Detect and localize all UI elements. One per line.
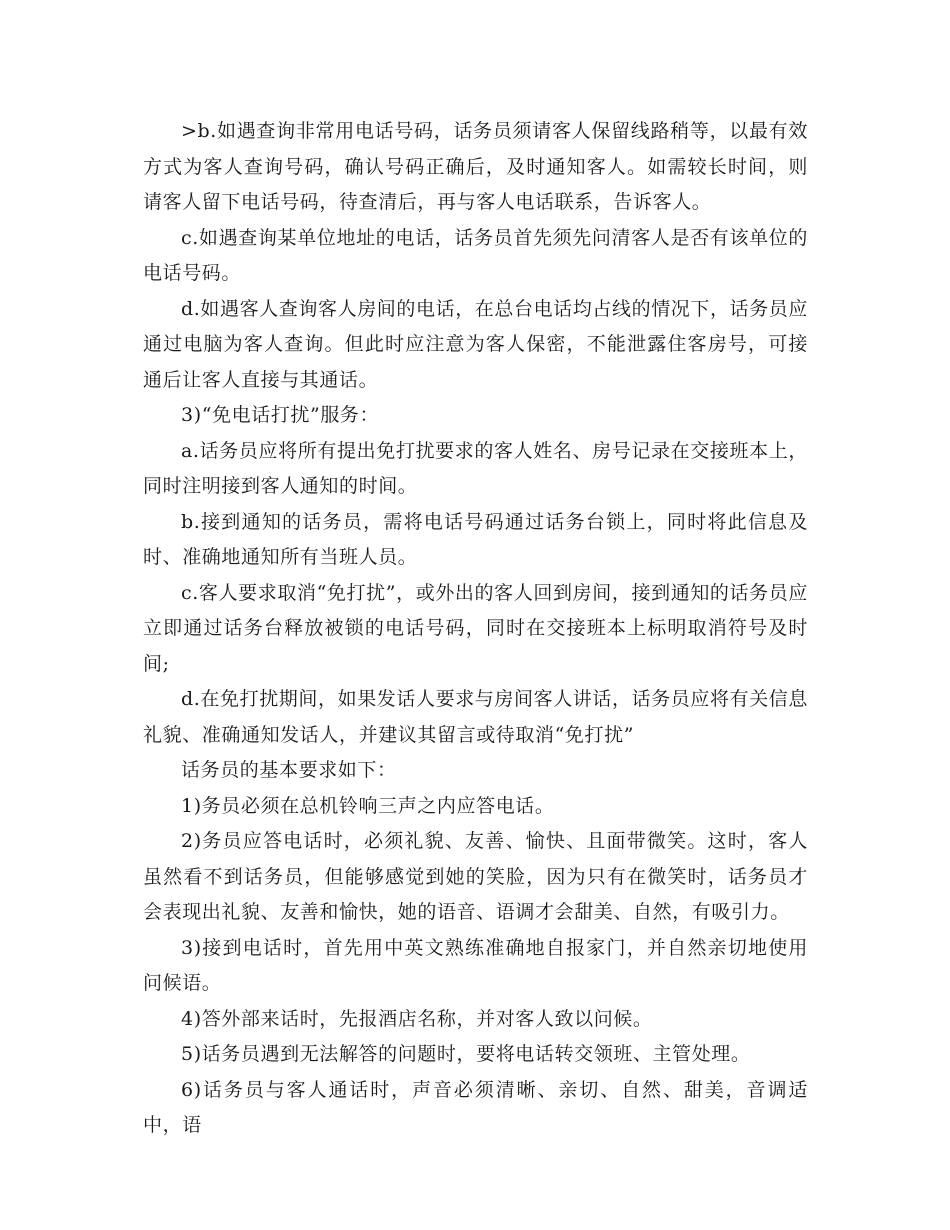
paragraph-11: 2)务员应答电话时，必须礼貌、友善、愉快、且面带微笑。这时，客人虽然看不到话务员，但能够感觉到她的笑脸，因为只有在微笑时，话务员才会表现出礼貌、友善和愉快，她的语音、语调才会甜美、自然，有吸引力。	[143, 830, 808, 923]
paragraph-14: 5)话务员遇到无法解答的问题时，要将电话转交领班、主管处理。	[181, 1043, 751, 1065]
paragraph-1: >b.如遇查询非常用电话号码，话务员须请客人保留线路稍等，以最有效方式为客人查询号码，确认号码正确后，及时通知客人。如需较长时间，则请客人留下电话号码，待查清后，再与客人电话联系，告诉客人。	[143, 120, 808, 213]
paragraph-3: d.如遇客人查询客人房间的电话，在总台电话均占线的情况下，话务员应通过电脑为客人查询。但此时应注意为客人保密，不能泄露住客房号，可接通后让客人直接与其通话。	[143, 297, 809, 391]
paragraph-6: b.接到通知的话务员，需将电话号码通过话务台锁上，同时将此信息及时、准确地通知所有当班人员。	[143, 510, 808, 568]
paragraph-9: 话务员的基本要求如下：	[181, 759, 397, 781]
paragraph-5: a.话务员应将所有提出免打扰要求的客人姓名、房号记录在交接班本上，同时注明接到客人通知的时间。	[143, 439, 808, 497]
paragraph-7: c.客人要求取消“免打扰”，或外出的客人回到房间，接到通知的话务员应立即通过话务台释放被锁的电话号码，同时在交接班本上标明取消符号及时间;	[143, 581, 808, 675]
paragraph-13: 4)答外部来话时，先报酒店名称，并对客人致以问候。	[181, 1007, 653, 1030]
paragraph-10: 1)务员必须在总机铃响三声之内应答电话。	[181, 794, 555, 817]
document-body	[143, 114, 808, 1144]
paragraph-15: 6)话务员与客人通话时，声音必须清晰、亲切、自然、甜美，音调适中，语	[143, 1078, 808, 1136]
paragraph-8: d.在免打扰期间，如果发话人要求与房间客人讲话，话务员应将有关信息礼貌、准确通知发话人，并建议其留言或待取消“免打扰”	[143, 688, 809, 746]
paragraph-12: 3)接到电话时，首先用中英文熟练准确地自报家门，并自然亲切地使用问候语。	[143, 936, 808, 994]
paragraph-4: 3)“免电话打扰”服务：	[181, 404, 380, 426]
paragraph-2: c.如遇查询某单位地址的电话，话务员首先须先问清客人是否有该单位的电话号码。	[143, 226, 808, 284]
